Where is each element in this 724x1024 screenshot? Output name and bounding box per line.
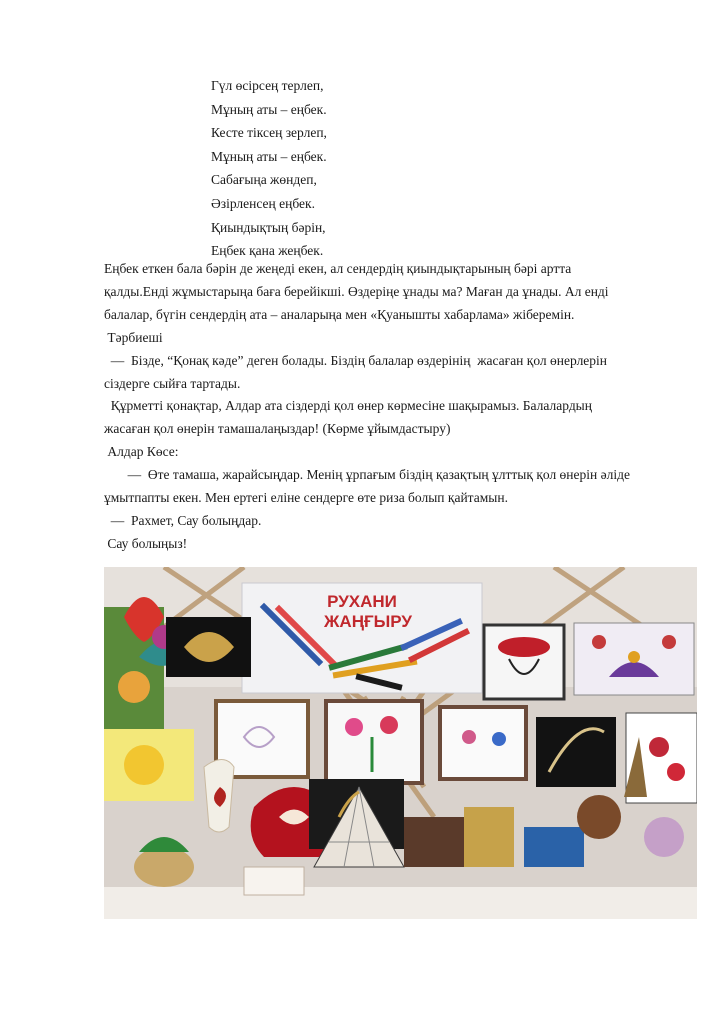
poem-line: Мұның аты – еңбек. <box>211 101 327 117</box>
banner-line-1: РУХАНИ <box>327 592 397 611</box>
text-line: — Өте тамаша, жарайсыңдар. Менің ұрпағым біздің қазақтың ұлттық қол өнерін әліде <box>104 467 630 483</box>
text-line: Сау болыңыз! <box>104 535 188 551</box>
craft-blue <box>524 827 584 867</box>
text-line: Еңбек еткен бала бәрін де жеңеді екен, ал сендердің қиындықтарының бәрі артта <box>104 261 572 276</box>
pyramid-craft <box>309 779 404 867</box>
exhibition-photo-drawing <box>104 567 697 919</box>
dark-panel <box>536 717 616 787</box>
poem-line: Қиындықтың бәрін, <box>211 219 326 235</box>
poem-line: Кесте тіксең зерлеп, <box>211 125 327 141</box>
poem-line: Гүл өсірсең терлеп, <box>211 78 324 93</box>
table-surface <box>104 887 697 919</box>
banner-line-2: ЖАҢҒЫРУ <box>324 612 412 631</box>
text-line: қалды.Енді жұмыстарыңа баға берейікші. Өздеріңе ұнады ма? Маған да ұнады. Ал енді <box>104 283 609 299</box>
text-line: сіздерге сыйға тартады. <box>104 375 241 391</box>
poem-line: Еңбек қана жеңбек. <box>211 243 324 259</box>
picture-flower-2 <box>326 701 422 783</box>
craft-box <box>404 817 464 867</box>
poem <box>211 74 327 263</box>
poem-line: Сабағыңа жөндеп, <box>211 172 317 188</box>
portrait-panel <box>484 625 564 699</box>
text-line: — Рахмет, Сау болыңдар. <box>104 512 262 528</box>
flower-pot <box>134 847 194 887</box>
craft-basket <box>464 807 514 867</box>
text-line: балалар, бүгін сендердің ата – аналарыңа мен «Қуанышты хабарлама» жіберемін. <box>104 306 575 322</box>
speaker-label: Тәрбиеші <box>104 329 163 345</box>
banner-rukhani-zhangyru <box>242 583 482 693</box>
picture-flower-3 <box>440 707 526 779</box>
poem-line: Әзірленсең еңбек. <box>211 195 315 211</box>
text-line: жасаған қол өнерін тамашалаңыздар! (Көрме ұйымдастыру) <box>104 421 451 437</box>
text-line: Құрметті қонақтар, Алдар ата сіздерді қол өнер көрмесіне шақырамыз. Балалардың <box>104 398 592 414</box>
speaker-label: Алдар Көсе: <box>104 444 179 460</box>
exhibition-photo <box>104 567 697 919</box>
craft-bowl <box>577 795 621 839</box>
text-line: ұмытпапты екен. Мен ертегі еліне сендерге өте риза болып қайтамын. <box>104 490 508 506</box>
text-line: — Бізде, “Қонақ кәде” деген болады. Біздің балалар өздерінің жасаған қол өнерлерін <box>104 352 608 368</box>
craft-pink <box>644 817 684 857</box>
dialogue-text <box>104 258 664 556</box>
poem-line: Мұның аты – еңбек. <box>211 148 327 164</box>
